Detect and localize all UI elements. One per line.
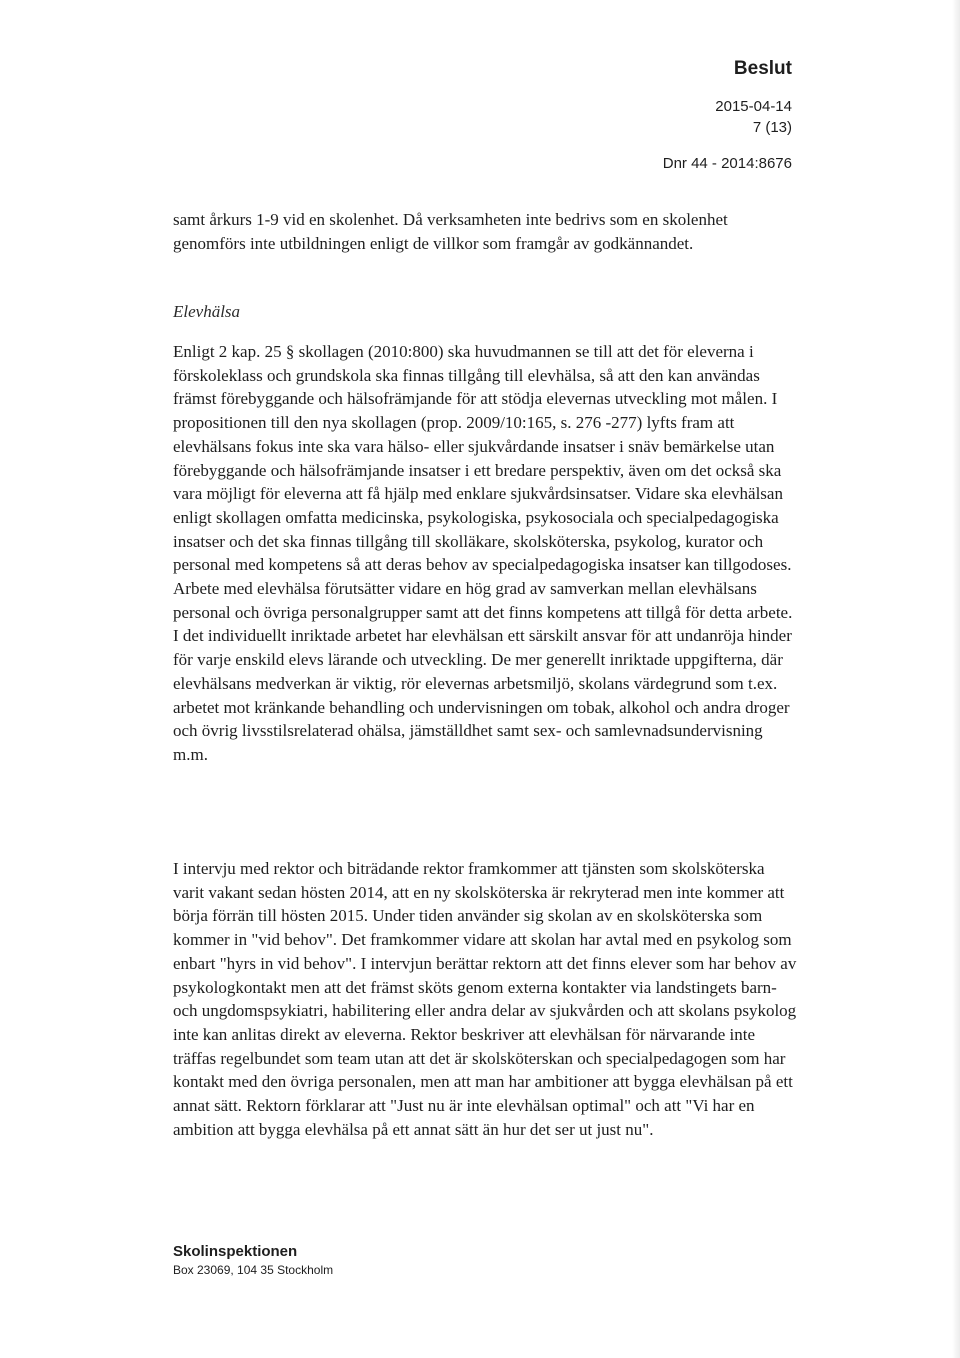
document-type: Beslut xyxy=(733,58,792,79)
page-number: 7 (13) xyxy=(752,119,792,136)
document-date: 2015-04-14 xyxy=(715,98,792,115)
scan-edge-shadow xyxy=(952,0,960,1358)
paragraph-legal-basis: Enligt 2 kap. 25 § skollagen (2010:800) ska huvudmannen se till att det för eleverna i förskoleklass och grundskola ska finnas tillgång till elevhälsa, så att den kan användas främst förebyggande och hälsofrämjande för att stödja elevernas utveckling mot målen. I propositionen till den nya skollagen (prop. 2009/10:165, s. 276 -277) lyfts fram att elevhälsans fokus inte ska vara hälso- eller sjukvårdande insatser i snäv bemärkelse utan förebyggande och hälsofrämjande insatser i ett bredare perspektiv, även om det också ska vara möjligt för eleverna att få hjälp med enklare sjukvårdsinsatser. Vidare ska elevhälsan enligt skollagen omfatta medicinska, psykologiska, psykosociala och specialpedagogiska insatser och det ska finnas tillgång till skolläkare, skolsköterska, psykolog, kurator och personal med kompetens så att deras behov av specialpedagogiska insatser kan tillgodoses. Arbete med elevhälsa förutsätter vidare en hög grad av samverkan mellan elevhälsans personal och övriga personalgrupper samt att det finns kompetens att tillgå för detta arbete. I det individuellt inriktade arbetet har elevhälsan ett särskilt ansvar för att undanröja hinder för varje enskild elevs lärande och utveckling. De mer generellt inriktade uppgifterna, där elevhälsans medverkan är viktig, rör elevernas arbetsmiljö, skolans värdegrund som t.ex. arbetet mot kränkande behandling och undervisningen om tobak, alkohol och andra droger och övrig livsstilsrelaterad ohälsa, jämställdhet samt sex- och samlevnadsundervisning m.m. xyxy=(173,342,793,764)
paragraph-interview: I intervju med rektor och biträdande rektor framkommer att tjänsten som skolsköterska varit vakant sedan hösten 2014, att en ny skolsköterska är rekryterad men inte kommer att börja förrän till hösten 2015. Under tiden använder sig skolan av en skolsköterska som kommer in "vid behov". Det framkommer vidare att skolan har avtal med en psykolog som enbart "hyrs in vid behov". I intervjun berättar rektorn att det finns elever som har behov av psykologkontakt men att det främst sköts genom externa kontakter via landstingets barn- och ungdomspsykiatri, habilitering eller andra delar av sjukvården och att skolans psykolog inte kan anlitas direkt av eleverna. Rektor beskriver att elevhälsan för närvarande inte träffas regelbundet som team utan att det är skolsköterskan och specialpedagogen som har kontakt med den övriga personalen, men att man har ambitioner att bygga elevhälsan på ett annat sätt. Rektorn förklarar att "Just nu är inte elevhälsan optimal" och att "Vi har en ambition att bygga elevhälsa på ett annat sätt än hur det ser ut just nu". xyxy=(173,859,797,1139)
registration-number: Dnr 44 - 2014:8676 xyxy=(662,155,792,172)
footer-address: Box 23069, 104 35 Stockholm xyxy=(173,1263,334,1277)
section-heading-elevhalsa: Elevhälsa xyxy=(173,302,241,321)
footer-organization-name: Skolinspektionen xyxy=(173,1243,298,1260)
paragraph-intro: samt årkurs 1-9 vid en skolenhet. Då verksamheten inte bedrivs som en skolenhet genomförs inte utbildningen enligt de villkor som framgår av godkännandet. xyxy=(173,210,728,253)
